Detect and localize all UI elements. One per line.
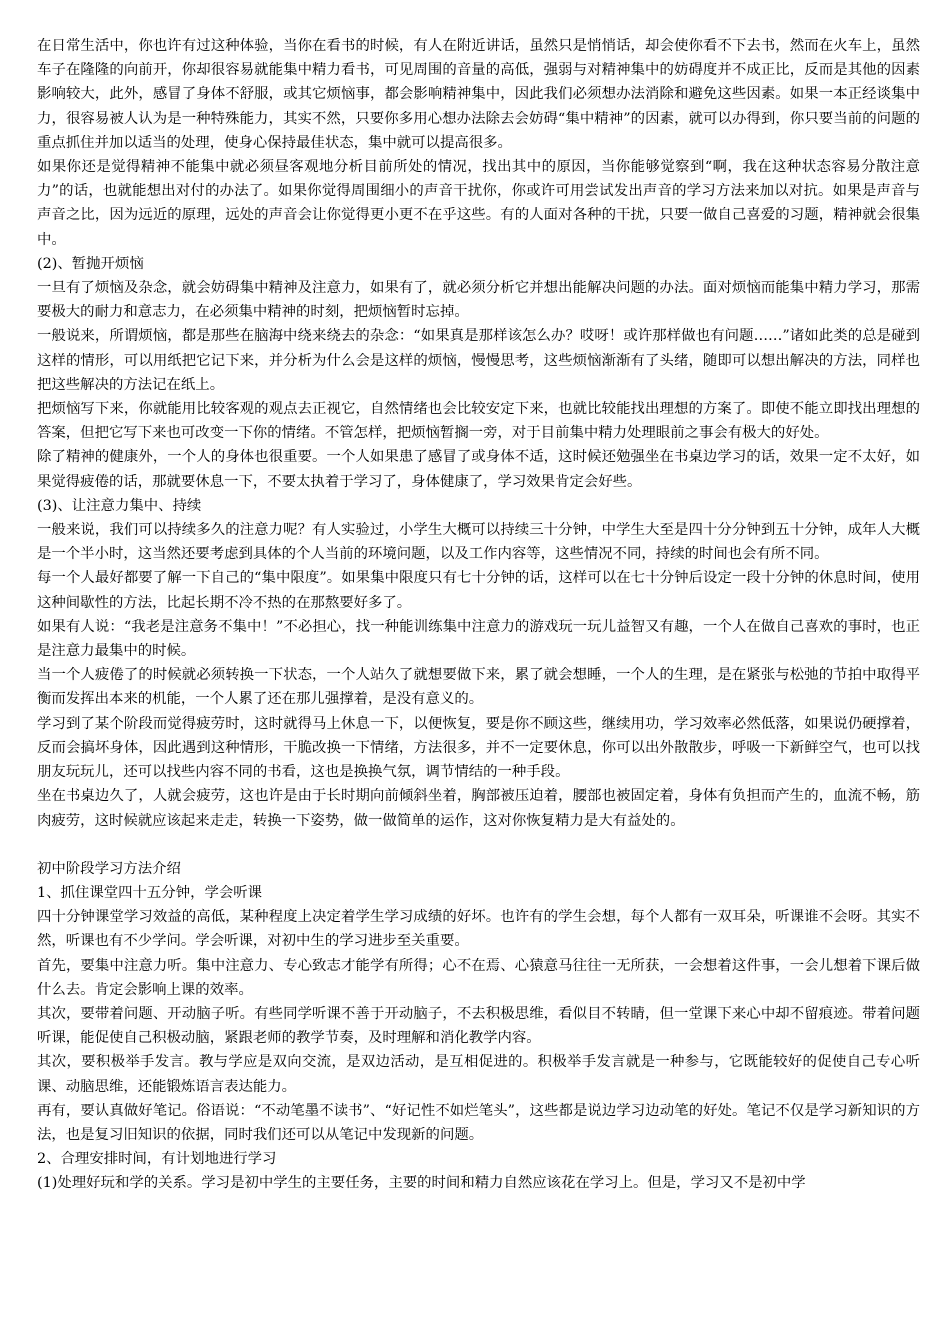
subheading: 1、抓住课堂四十五分钟，学会听课 xyxy=(37,884,263,901)
subheading: (2)、暂抛开烦恼 xyxy=(37,255,144,272)
paragraph: 当一个人疲倦了的时候就必须转换一下状态，一个人站久了就想要做下来，累了就会想睡，一个人的生理，是在紧张与松弛的节拍中取得平衡而发挥出本来的机能，一个人累了还在那儿强撑着，是没有意义的。 xyxy=(37,667,920,708)
paragraph: 一般来说，我们可以持续多久的注意力呢？有人实验过，小学生大概可以持续三十分钟，中学生大至是四十分分钟到五十分钟，成年人大概是一个半小时，这当然还要考虑到具体的个人当前的环境问题，以及工作内容等，这些情况不同，持续的时间也会有所不同。 xyxy=(37,522,920,563)
paragraph: 首先，要集中注意力听。集中注意力、专心致志才能学有所得；心不在焉、心猿意马往往一无所获，一会想着这件事，一会儿想着下课后做什么去。肯定会影响上课的效率。 xyxy=(37,957,920,998)
paragraph: 除了精神的健康外，一个人的身体也很重要。一个人如果患了感冒了或身体不适，这时候还勉强坐在书桌边学习的话，效果一定不太好，如果觉得疲倦的话，那就要休息一下，不要太执着于学习了，身体健康了，学习效果肯定会好些。 xyxy=(37,449,920,490)
blank-line xyxy=(37,833,920,857)
paragraph: 一般说来，所谓烦恼，都是那些在脑海中绕来绕去的杂念：“如果真是那样该怎么办？哎呀！或许那样做也有问题……”诸如此类的总是碰到这样的情形，可以用纸把它记下来，并分析为什么会是这样的烦恼，慢慢思考，这些烦恼渐渐有了头绪，随即可以想出解决的方法，同样也把这些解决的方法记在纸上。 xyxy=(37,328,920,393)
paragraph: 其次，要带着问题、开动脑子听。有些同学听课不善于开动脑子，不去积极思维，看似目不转睛，但一堂课下来心中却不留痕迹。带着问题听课，能促使自己积极动脑，紧跟老师的教学节奏，及时理解和消化教学内容。 xyxy=(37,1005,920,1047)
paragraph: 如果有人说：“我老是注意务不集中！”不必担心，找一种能训练集中注意力的游戏玩一玩儿益智又有趣，一个人在做自己喜欢的事时，也正是注意力最集中的时候。 xyxy=(37,618,920,660)
paragraph: 学习到了某个阶段而觉得疲劳时，这时就得马上休息一下，以便恢复，要是你不顾这些，继续用功，学习效率必然低落，如果说仍硬撑着，反而会搞坏身体，因此遇到这种情形，干脆改换一下情绪，方法很多，并不一定要休息，你可以出外散散步，呼吸一下新鲜空气，也可以找朋友玩玩儿，还可以找些内容不同的书看，这也是换换气氛，调节情结的一种手段。 xyxy=(37,715,920,781)
subheading: 2、合理安排时间，有计划地进行学习 xyxy=(37,1151,277,1168)
paragraph: 一旦有了烦恼及杂念，就会妨碍集中精神及注意力，如果有了，就必须分析它并想出能解决问题的办法。面对烦恼而能集中精力学习，那需要极大的耐力和意志力，在必须集中精神的时刻，把烦恼暂时忘掉。 xyxy=(37,280,920,321)
paragraph: (1)处理好玩和学的关系。学习是初中学生的主要任务，主要的时间和精力自然应该花在学习上。但是，学习又不是初中学 xyxy=(37,1175,806,1192)
paragraph: 在日常生活中，你也许有过这种体验，当你在看书的时候，有人在附近讲话，虽然只是悄悄话，却会使你看不下去书，然而在火车上，虽然车子在隆隆的向前开，你却很容易就能集中精力看书，可见周围的音量的高低，强弱与对精神集中的妨碍度并不成正比，反而是其他的因素影响较大，此外，感冒了身体不舒服，或其它烦恼事，都会影响精神集中，因此我们必须想办法消除和避免这些因素。如果一本正经谈集中力，很容易被人认为是一种特殊能力，其实不然，只要你多用心想办法除去会妨碍“集中精神”的因素，就可以办得到，你只要当前的问题的重点抓住并加以适当的处理，使身心保持最佳状态，集中就可以提高很多。 xyxy=(37,38,920,151)
subheading: (3)、让注意力集中、持续 xyxy=(37,497,202,514)
paragraph: 把烦恼写下来，你就能用比较客观的观点去正视它，自然情绪也会比较安定下来，也就比较能找出理想的方案了。即使不能立即找出理想的答案，但把它写下来也可改变一下你的情绪。不管怎样，把烦恼暂搁一旁，对于目前集中精力处理眼前之事会有极大的好处。 xyxy=(37,401,920,442)
section-study-methods xyxy=(37,857,920,1196)
section-title: 初中阶段学习方法介绍 xyxy=(37,860,181,877)
paragraph: 每一个人最好都要了解一下自己的“集中限度”。如果集中限度只有七十分钟的话，这样可以在七十分钟后设定一段十分钟的休息时间，使用这种间歇性的方法，比起长期不冷不热的在那熬要好多了。 xyxy=(37,570,920,611)
paragraph: 再有，要认真做好笔记。俗语说：“不动笔墨不读书”、“好记性不如烂笔头”，这些都是说边学习边动笔的好处。笔记不仅是学习新知识的方法，也是复习旧知识的依据，同时我们还可以从笔记中发现新的问题。 xyxy=(37,1102,920,1143)
paragraph: 如果你还是觉得精神不能集中就必须昼客观地分析目前所处的情况，找出其中的原因，当你能够觉察到“啊，我在这种状态容易分散注意力”的话，也就能想出对付的办法了。如果你觉得周围细小的声音干扰你，你或许可用尝试发出声音的学习方法来加以对抗。如果是声音与声音之比，因为远近的原理，远处的声音会让你觉得更小更不在乎这些。有的人面对各种的干扰，只要一做自己喜爱的习题，精神就会很集中。 xyxy=(37,159,920,248)
paragraph: 坐在书桌边久了，人就会疲劳，这也许是由于长时期向前倾斜坐着，胸部被压迫着，腰部也被固定着，身体有负担而产生的，血流不畅，筋肉疲劳，这时候就应该起来走走，转换一下姿势，做一做简单的运作，这对你恢复精力是大有益处的。 xyxy=(37,788,920,829)
paragraph: 其次，要积极举手发言。教与学应是双向交流，是双边活动，是互相促进的。积极举手发言就是一种参与，它既能较好的促使自己专心听课、动脑思维，还能锻炼语言表达能力。 xyxy=(37,1054,920,1095)
section-concentration xyxy=(37,34,920,833)
paragraph: 四十分钟课堂学习效益的高低，某种程度上决定着学生学习成绩的好坏。也许有的学生会想，每个人都有一双耳朵，听课谁不会呀。其实不然，听课也有不少学问。学会听课，对初中生的学习进步至关重要。 xyxy=(37,909,920,950)
